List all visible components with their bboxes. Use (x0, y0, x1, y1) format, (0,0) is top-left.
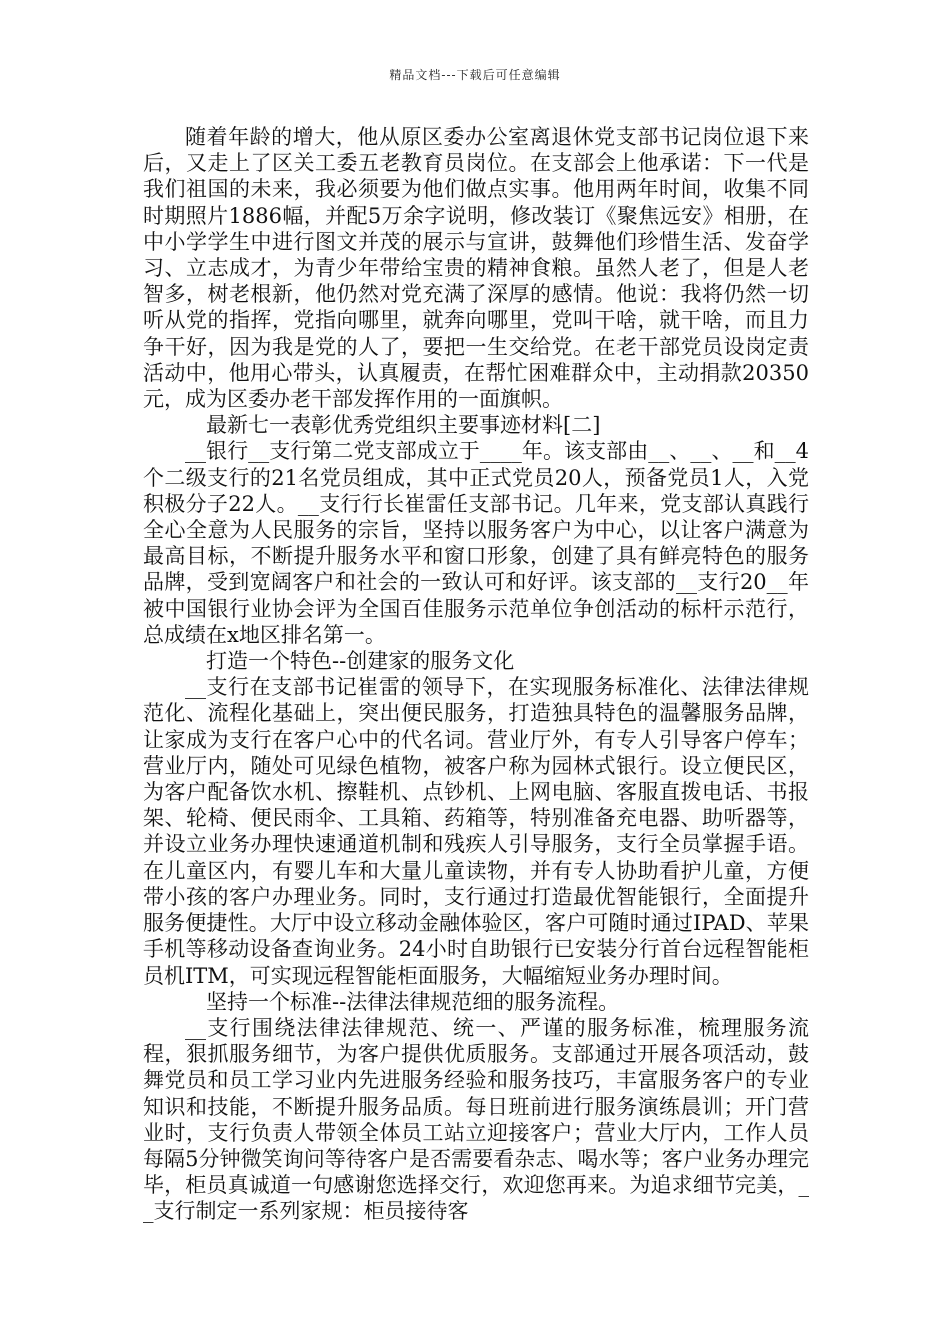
subheading-service-culture: 打造一个特色--创建家的服务文化 (206, 649, 515, 674)
paragraph-retiree-story: 随着年龄的增大，他从原区委办公室离退休党支部书记岗位退下来后，又走上了区关工委五老教育员岗位。在支部会上他承诺：下一代是我们祖国的未来，我必须要为他们做点实事。他用两年时间，收集不同时期照片1886幅，并配5万余字说明，修改装订《聚焦远安》相册，在中小学学生中进行图文并茂的展示与宣讲，鼓舞他们珍惜生活、发奋学习、立志成才，为青少年带给宝贵的精神食粮。虽然人老了，但是人老智多，树老根新，他仍然对党充满了深厚的感情。他说：我将仍然一切听从党的指挥，党指向哪里，就奔向哪里，党叫干啥，就干啥，而且力争干好，因为我是党的人了，要把一生交给党。在老干部党员设岗定责活动中，他用心带头，认真履责，在帮忙困难群众中，主动捐款20350元，成为区委办老干部发挥作用的一面旗帜。 (143, 125, 809, 412)
subheading-service-process: 坚持一个标准--法律法律规范细的服务流程。 (206, 989, 620, 1014)
paragraph-service-process: __支行围绕法律法律规范、统一、严谨的服务标准，梳理服务流程，狠抓服务细节，为客户提供优质服务。支部通过开展各项活动，鼓舞党员和员工学习业内先进服务经验和服务技巧，丰富服务客户的专业知识和技能，不断提升服务品质。每日班前进行服务演练晨训；开门营业时，支行负责人带领全体员工站立迎接客户；营业大厅内，工作人员每隔5分钟微笑询问等待客户是否需要看杂志、喝水等；客户业务办理完毕，柜员真诚道一句感谢您选择交行，欢迎您再来。为追求细节完美，__支行制定一系列家规：柜员接待客 (143, 1015, 809, 1224)
paragraph-service-culture: __支行在支部书记崔雷的领导下，在实现服务标准化、法律法律规范化、流程化基础上，突出便民服务，打造独具特色的温馨服务品牌，让家成为支行在客户心中的代名词。营业厅外，有专人引导客户停车；营业厅内，随处可见绿色植物，被客户称为园林式银行。设立便民区，为客户配备饮水机、擦鞋机、点钞机、上网电脑、客服直拨电话、书报架、轮椅、便民雨伞、工具箱、药箱等，特别准备充电器、助听器等，并设立业务办理快速通道机制和残疾人引导服务，支行全员掌握手语。在儿童区内，有婴儿车和大量儿童读物，并有专人协助看护儿童，方便带小孩的客户办理业务。同时，支行通过打造最优智能银行，全面提升服务便捷性。大厅中设立移动金融体验区，客户可随时通过IPAD、苹果手机等移动设备查询业务。24小时自助银行已安装分行首台远程智能柜员机ITM，可实现远程智能柜面服务，大幅缩短业务办理时间。 (143, 675, 809, 988)
page-header: 精品文档---下载后可任意编辑 (389, 68, 561, 82)
section-title: 最新七一表彰优秀党组织主要事迹材料[二] (206, 413, 601, 438)
document-body (143, 124, 809, 1225)
paragraph-branch-intro: __银行__支行第二党支部成立于____年。该支部由__、__、__和__4个二级支行的21名党员组成，其中正式党员20人，预备党员1人，入党积极分子22人。__支行行长崔雷任支部书记。几年来，党支部认真践行全心全意为人民服务的宗旨，坚持以服务客户为中心，以让客户满意为最高目标，不断提升服务水平和窗口形象，创建了具有鲜亮特色的服务品牌，受到宽阔客户和社会的一致认可和好评。该支部的__支行20__年被中国银行业协会评为全国百佳服务示范单位争创活动的标杆示范行，总成绩在x地区排名第一。 (143, 439, 809, 647)
